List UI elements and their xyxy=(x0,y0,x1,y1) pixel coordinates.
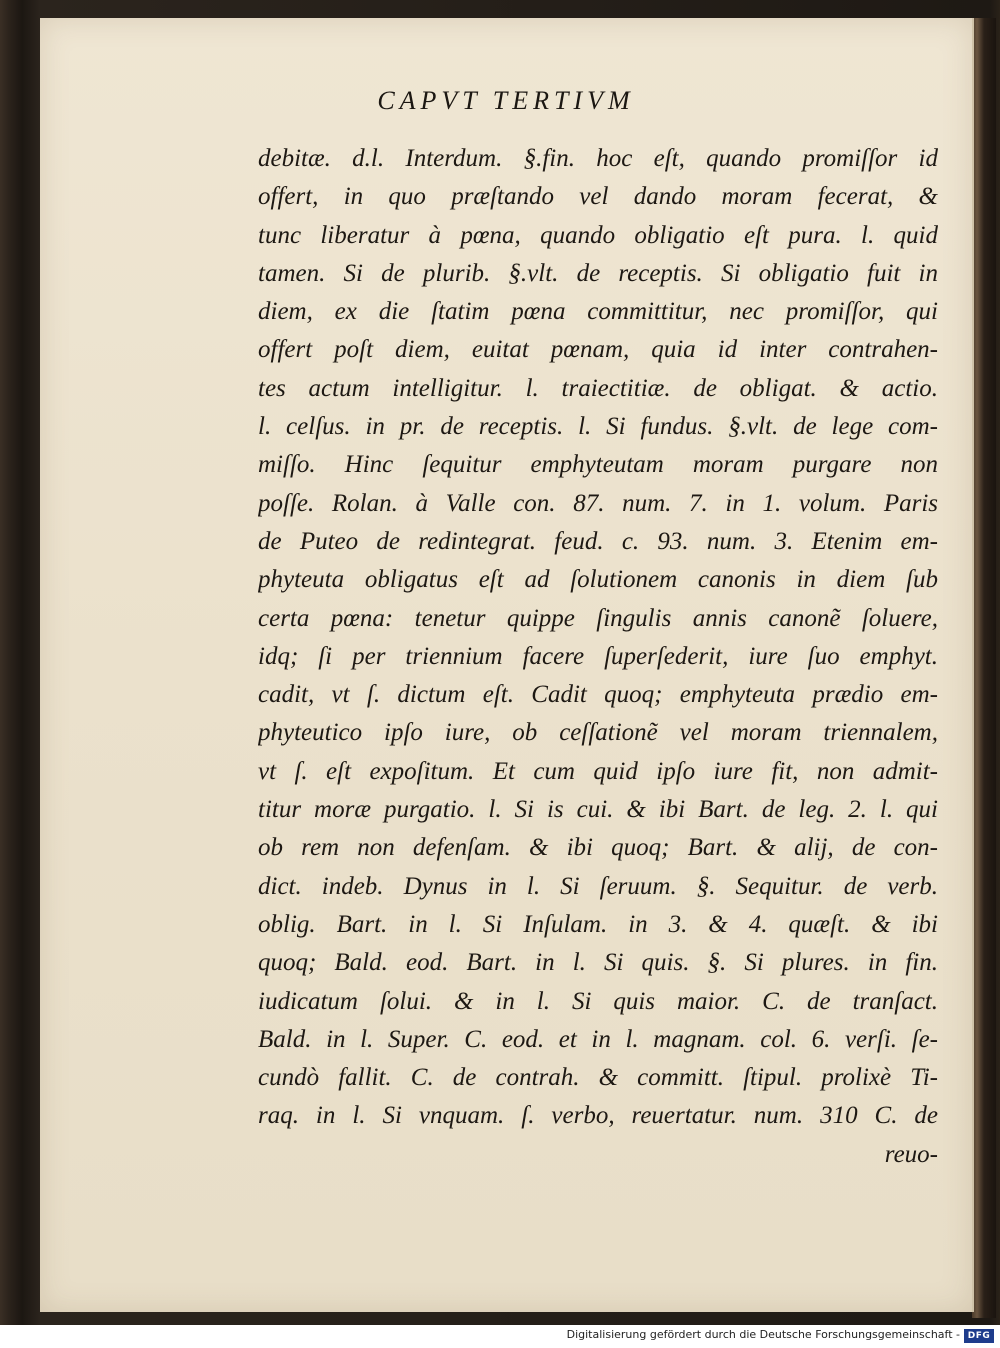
dfg-logo: DFG xyxy=(964,1329,994,1343)
text-line: dict. indeb. Dynus in l. Si ſeruum. §. Sequitur. de verb. xyxy=(258,872,938,900)
text-line: tamen. Si de plurib. §.vlt. de receptis. Si obligatio fuit in xyxy=(258,259,938,287)
text-line: idq; ſi per triennium facere ſuperſederit, iure ſuo emphyt. xyxy=(258,642,938,670)
page-header: CAPVT TERTIVM xyxy=(377,86,635,115)
text-line: reuo- xyxy=(884,1140,938,1168)
text-line: phyteutico ipſo iure, ob ceſſationẽ vel moram triennalem, xyxy=(258,719,938,747)
text-line: oblig. Bart. in l. Si Inſulam. in 3. & 4. quæſt. & ibi xyxy=(258,910,938,938)
text-line: diem, ex die ſtatim pœna committitur, nec promiſſor, qui xyxy=(258,298,938,326)
book-page xyxy=(40,18,974,1312)
text-line: offert poſt diem, euitat pœnam, quia id inter contrahen- xyxy=(258,336,938,364)
text-line: l. celſus. in pr. de receptis. l. Si fundus. §.vlt. de lege com- xyxy=(258,413,938,441)
text-line: tes actum intelligitur. l. traiectitiæ. de obligat. & actio. xyxy=(258,374,938,402)
text-line: debitæ. d.l. Interdum. §.fin. hoc eſt, quando promiſſor id xyxy=(258,145,938,172)
text-line: iudicatum ſolui. & in l. Si quis maior. C. de tranſact. xyxy=(258,987,938,1015)
page-edge xyxy=(972,18,996,1318)
text-line: de Puteo de redintegrat. feud. c. 93. num. 3. Etenim em- xyxy=(258,527,938,555)
text-line: offert, in quo præſtando vel dando moram fecerat, & xyxy=(258,183,938,211)
text-line: titur moræ purgatio. l. Si is cui. & ibi Bart. de leg. 2. l. qui xyxy=(258,796,938,824)
footer-credit: Digitalisierung gefördert durch die Deutsche Forschungsgemeinschaft - xyxy=(566,1328,960,1341)
text-line: ob rem non defenſam. & ibi quoq; Bart. & alij, de con- xyxy=(258,834,938,862)
text-line: Bald. in l. Super. C. eod. et in l. magnam. col. 6. verſi. ſe- xyxy=(258,1025,938,1053)
text-line: cundò fallit. C. de contrah. & committ. ſtipul. prolixè Ti- xyxy=(258,1064,938,1092)
text-line: quoq; Bald. eod. Bart. in l. Si quis. §. Si plures. in fin. xyxy=(258,949,938,977)
text-line: certa pœna: tenetur quippe ſingulis annis canonẽ ſoluere, xyxy=(258,604,938,632)
text-line: raq. in l. Si vnquam. ſ. verbo, reuertatur. num. 310 C. de xyxy=(258,1102,938,1130)
page-body xyxy=(258,140,938,1174)
text-line: tunc liberatur à pœna, quando obligatio eſt pura. l. quid xyxy=(258,221,938,249)
text-line: vt ſ. eſt expoſitum. Et cum quid ipſo iure fit, non admit- xyxy=(258,757,938,785)
text-line: poſſe. Rolan. à Valle con. 87. num. 7. in 1. volum. Paris xyxy=(258,489,938,517)
text-line: phyteuta obligatus eſt ad ſolutionem canonis in diem ſub xyxy=(258,566,938,594)
text-line: miſſo. Hinc ſequitur emphyteutam moram purgare non xyxy=(258,451,938,479)
text-line: cadit, vt ſ. dictum eſt. Cadit quoq; emphyteuta prædio em- xyxy=(258,681,938,709)
